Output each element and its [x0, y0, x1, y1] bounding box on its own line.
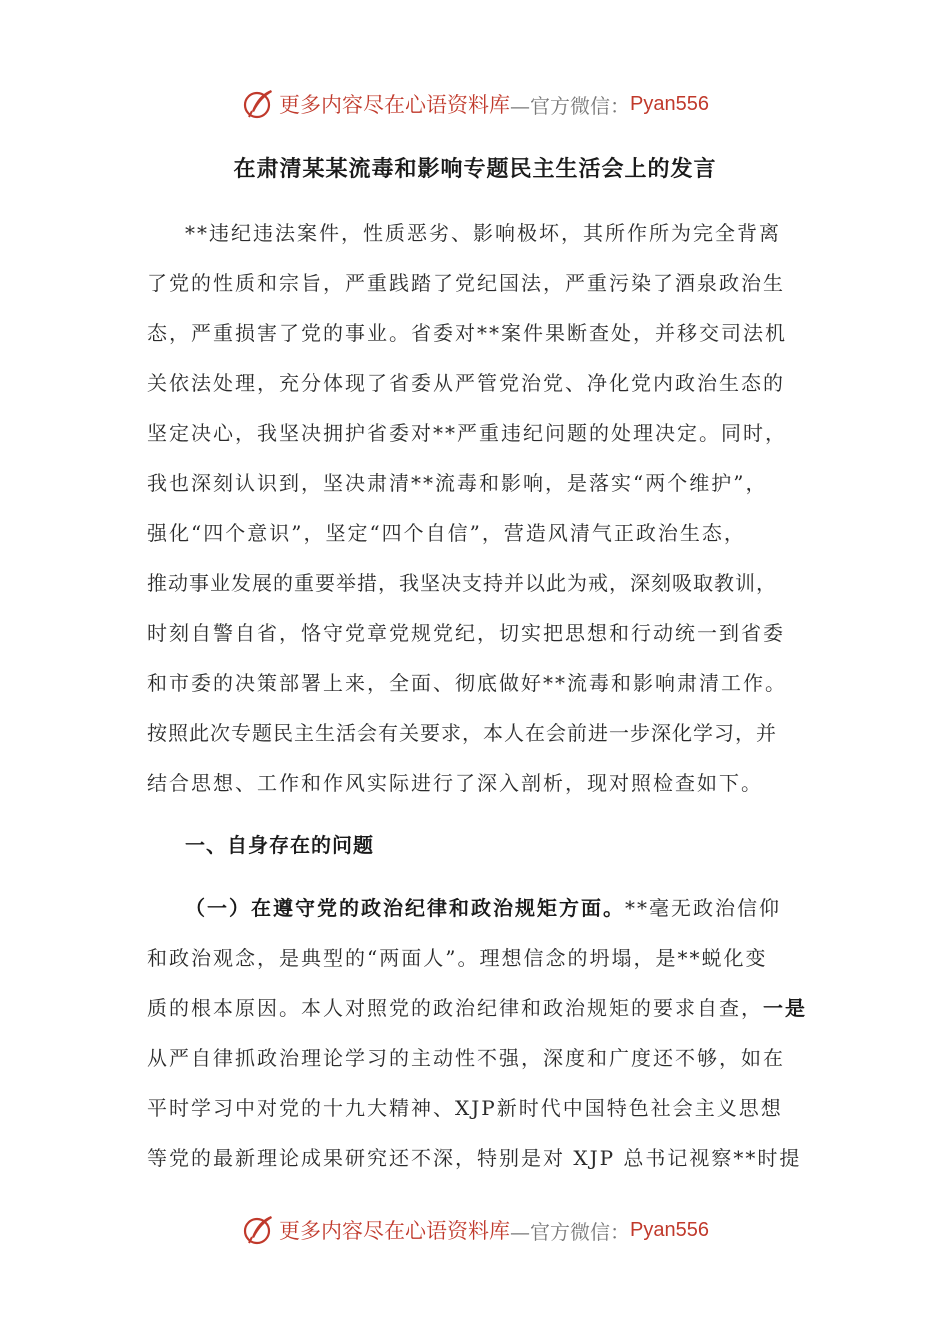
sub1-heading: （一）在遵守党的政治纪律和政治规矩方面。 — [185, 896, 625, 920]
sub1-line-1-rest: **毫无政治信仰 — [625, 896, 781, 920]
banner-site-name: 更多内容尽在心语资料库 — [279, 93, 511, 117]
intro-line-4: 关依法处理，充分体现了省委从严管党治党、净化党内政治生态的 — [147, 371, 785, 395]
sub1-line-3-text: 质的根本原因。本人对照党的政治纪律和政治规矩的要求自查， — [147, 996, 763, 1020]
intro-line-12: 结合思想、工作和作风实际进行了深入剖析，现对照检查如下。 — [147, 771, 763, 795]
document-title: 在肃清某某流毒和影响专题民主生活会上的发言 — [233, 157, 717, 182]
intro-line-10: 和市委的决策部署上来，全面、彻底做好**流毒和影响肃清工作。 — [147, 671, 787, 695]
footer-watermark-banner — [0, 1210, 950, 1250]
sub1-line-5: 平时学习中对党的十九大精神、XJP新时代中国特色社会主义思想 — [147, 1096, 783, 1120]
intro-line-6: 我也深刻认识到，坚决肃清**流毒和影响，是落实“两个维护”， — [147, 471, 768, 495]
sub1-line-6: 等党的最新理论成果研究还不深，特别是对 XJP 总书记视察**时提 — [147, 1146, 802, 1170]
intro-line-7: 强化“四个意识”，坚定“四个自信”，营造风清气正政治生态， — [147, 521, 746, 545]
sub1-line-4: 从严自律抓政治理论学习的主动性不强，深度和广度还不够，如在 — [147, 1046, 785, 1070]
banner-wechat-label: —官方微信： — [510, 93, 631, 118]
intro-line-11: 按照此次专题民主生活会有关要求，本人在会前进一步深化学习，并 — [147, 721, 777, 745]
sub1-line-3 — [147, 993, 807, 1023]
intro-line-5: 坚定决心，我坚决拥护省委对**严重违纪问题的处理决定。同时， — [147, 421, 787, 445]
intro-line-3: 态，严重损害了党的事业。省委对**案件果断查处，并移交司法机 — [147, 321, 787, 345]
intro-line-9: 时刻自警自省，恪守党章党规党纪，切实把思想和行动统一到省委 — [147, 621, 785, 645]
sub1-point-marker: 一是 — [763, 996, 807, 1020]
sub1-line-1 — [185, 893, 781, 923]
banner-wechat-label: —官方微信： — [510, 1219, 631, 1244]
banner-site-name: 更多内容尽在心语资料库 — [279, 1219, 511, 1243]
section-heading-1: 一、自身存在的问题 — [185, 833, 374, 857]
header-watermark-banner — [0, 84, 950, 124]
feather-quill-logo-icon — [241, 1213, 275, 1247]
intro-line-1: **违纪违法案件，性质恶劣、影响极坏，其所作所为完全背离 — [185, 221, 781, 245]
intro-line-2: 了党的性质和宗旨，严重践踏了党纪国法，严重污染了酒泉政治生 — [147, 271, 785, 295]
sub1-line-2: 和政治观念，是典型的“两面人”。理想信念的坍塌，是**蜕化变 — [147, 946, 768, 970]
intro-line-8: 推动事业发展的重要举措，我坚决支持并以此为戒，深刻吸取教训， — [147, 571, 777, 595]
banner-wechat-id: Pyan556 — [630, 92, 709, 115]
banner-wechat-id: Pyan556 — [630, 1218, 709, 1241]
feather-quill-logo-icon — [241, 87, 275, 121]
